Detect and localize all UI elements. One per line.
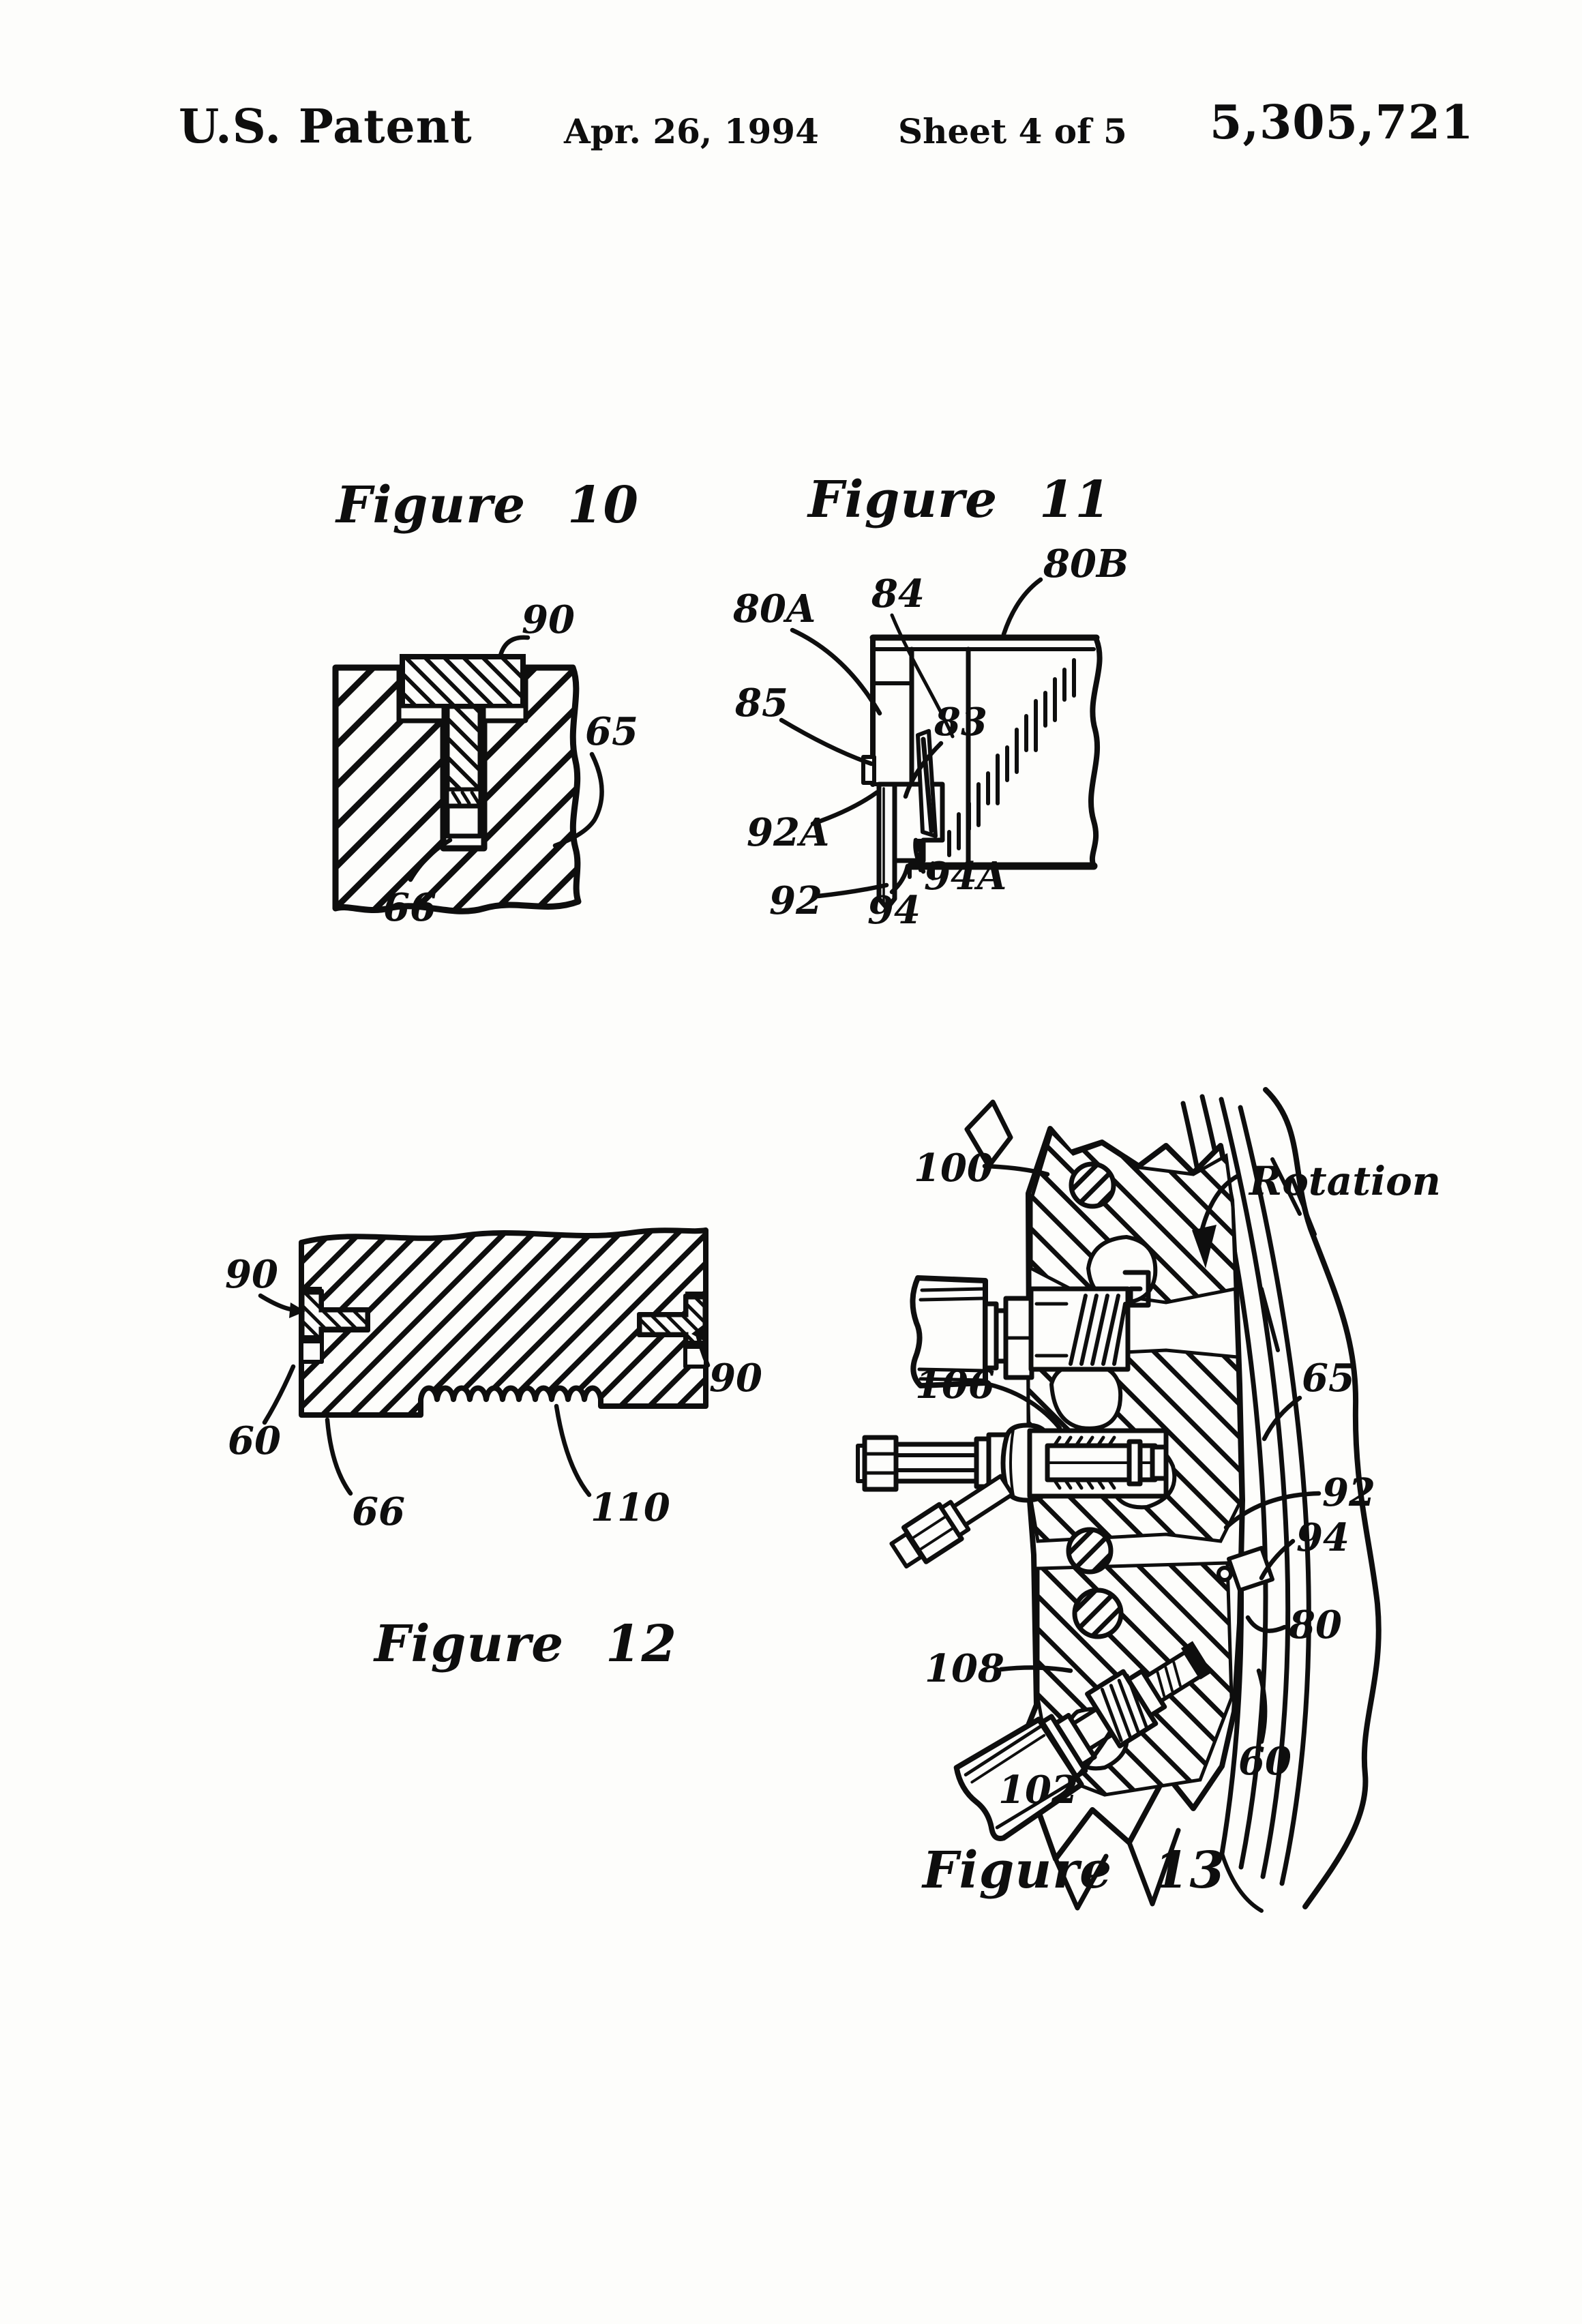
ref-label-90: 90 [522, 597, 575, 642]
ref-label-60: 60 [1238, 1739, 1292, 1784]
rotation-label: Rotation [1249, 1158, 1441, 1204]
figure-11-title: Figure 11 [808, 471, 1111, 529]
figure-12-title: Figure 12 [374, 1615, 678, 1673]
ref-label-108: 108 [925, 1646, 1004, 1691]
ref-label-60: 60 [228, 1418, 281, 1463]
header-patent-number: 5,305,721 [1210, 95, 1474, 150]
ref-label-80: 80 [1289, 1603, 1342, 1648]
ref-label-84: 84 [871, 571, 925, 616]
ref-label-94: 94 [1296, 1515, 1349, 1560]
ref-label-80B: 80B [1043, 541, 1129, 586]
figure-11-drawing [709, 532, 1146, 955]
header-date: Apr. 26, 1994 [564, 111, 819, 151]
wedge-83 [918, 731, 936, 836]
ref-label-80A: 80A [733, 586, 816, 631]
ref-label-66: 66 [352, 1489, 405, 1534]
ref-label-83: 83 [934, 700, 987, 745]
t-nut-head [402, 657, 523, 706]
stem-gap-band [447, 790, 480, 806]
ref-label-100: 100 [914, 1146, 994, 1191]
figure-13-drawing [784, 1064, 1514, 1916]
header-sheet-number: Sheet 4 of 5 [898, 111, 1127, 151]
slot-shoulder-right [484, 706, 525, 720]
ref-label-92: 92 [1322, 1470, 1375, 1515]
ref-label-94A: 94A [924, 854, 1007, 899]
ref-label-106: 106 [915, 1362, 995, 1407]
ref-label-90-left: 90 [225, 1252, 278, 1297]
figure-13-title: Figure 13 [923, 1841, 1226, 1900]
stem-foot-block [447, 806, 480, 836]
ref-label-65: 65 [585, 709, 638, 754]
slot-shoulder-left [400, 706, 443, 720]
ref-label-65: 65 [1302, 1356, 1355, 1401]
ref-label-110: 110 [591, 1485, 670, 1530]
angled-stud-lower-left [888, 1468, 1017, 1573]
header-patent-title: U.S. Patent [179, 100, 473, 154]
ref-label-92: 92 [769, 878, 822, 923]
t-nut-stem [447, 706, 480, 790]
figure-10-title: Figure 10 [336, 476, 640, 535]
hatch-dash-band [910, 660, 1074, 878]
figure-10-drawing [259, 559, 736, 962]
ref-label-102: 102 [998, 1768, 1078, 1813]
pivot-dot-94 [1219, 1568, 1231, 1580]
ref-label-90-right: 90 [709, 1356, 762, 1401]
figure-12-drawing [205, 1200, 777, 1562]
bottom-fragment-1 [1056, 1856, 1106, 1908]
ref-label-94: 94 [867, 888, 921, 933]
ref-label-85: 85 [735, 681, 788, 726]
ref-label-66: 66 [383, 885, 436, 930]
ref-label-92A: 92A [747, 810, 830, 855]
bottom-fragment-2 [1129, 1830, 1178, 1904]
